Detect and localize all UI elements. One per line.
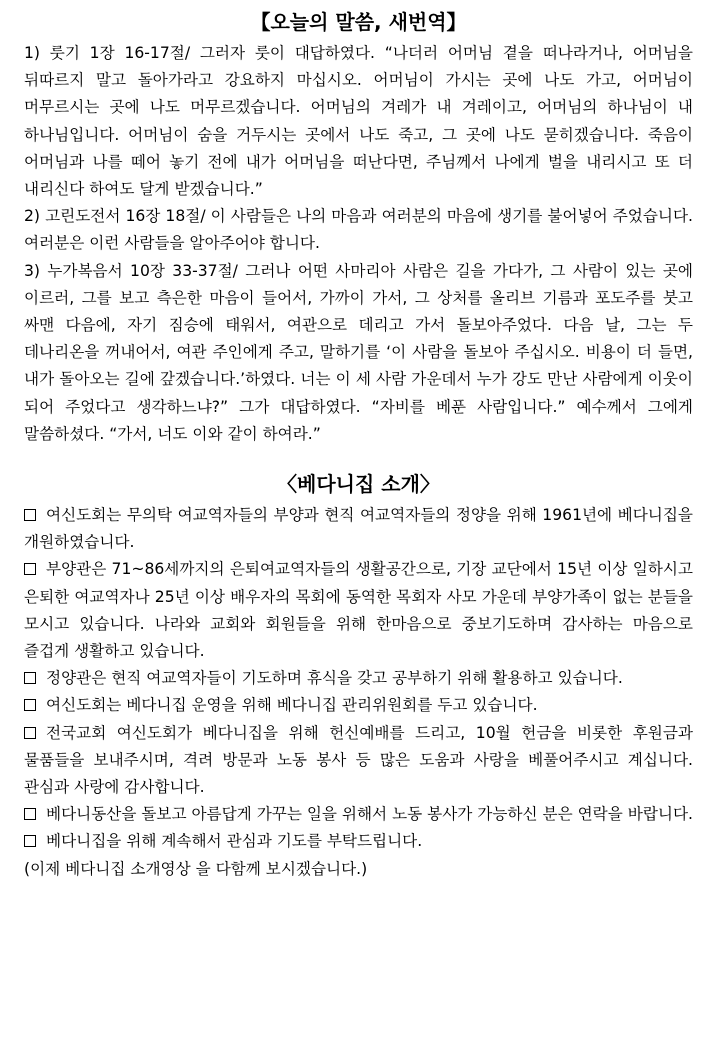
intro-item-text: 베다니동산을 돌보고 아름답게 가꾸는 일을 위해서 노동 봉사가 가능하신 분은 연락을 바랍니다. (46, 805, 693, 824)
checkbox-icon (24, 835, 36, 847)
intro-item-text: 여신도회는 베다니집 운영을 위해 베다니집 관리위원회를 두고 있습니다. (46, 696, 538, 715)
scripture-luke: 3) 누가복음서 10장 33-37절/ 그러나 어떤 사마리아 사람은 길을 가다가, 그 사람이 있는 곳에 이르러, 그를 보고 측은한 마음이 들어서, 가까이 가서, 그 상처를 올리브 기름과 포도주를 붓고 싸맨 다음에, 자기 짐승에 태워서, 여관으로 데리고 가서 돌보아주었다. 다음 날, 그는 두 데나리온을 꺼내어서, 여관 주인에게 주고, 말하기를 ‘이 사람을 돌보아 주십시오. 비용이 더 들면, 내가 돌아오는 길에 갚겠습니다.’하였다. 너는 이 세 사람 가운데서 누가 강도 만난 사람에게 이웃이 되어 주었다고 생각하느냐?” 그가 대답하였다. “자비를 베푼 사람입니다.” 예수께서 그에게 말씀하셨다. “가서, 너도 이와 같이 하여라.” (24, 261, 693, 443)
intro-item (24, 502, 693, 556)
intro-item-text: 정양관은 현직 여교역자들이 기도하며 휴식을 갖고 공부하기 위해 활용하고 있습니다. (46, 669, 623, 688)
todays-word-title: 【오늘의 말씀, 새번역】 (250, 10, 467, 34)
intro-item (24, 720, 693, 802)
intro-item (24, 556, 693, 665)
checkbox-icon (24, 509, 36, 521)
intro-item-text: 베다니집을 위해 계속해서 관심과 기도를 부탁드립니다. (46, 832, 423, 851)
checkbox-icon (24, 808, 36, 820)
intro-item (24, 801, 693, 828)
checkbox-icon (24, 727, 36, 739)
intro-item-text: 전국교회 여신도회가 베다니집을 위해 헌신예배를 드리고, 10월 헌금을 비롯한 후원금과 물품들을 보내주시며, 격려 방문과 노동 봉사 등 많은 도움과 사랑을 베풀어주시고 계십니다. 관심과 사랑에 감사합니다. (24, 723, 693, 797)
scripture-ruth: 1) 룻기 1장 16-17절/ 그러자 룻이 대답하였다. “나더러 어머님 곁을 떠나라거나, 어머님을 뒤따르지 말고 돌아가라고 강요하지 마십시오. 어머님이 가시는 곳에 나도 가고, 어머님이 머무르시는 곳에 나도 머무르겠습니다. 어머님의 겨레가 내 겨레이고, 어머님의 하나님이 내 하나님입니다. 어머님이 숨을 거두시는 곳에서 나도 죽고, 그 곳에 나도 묻히겠습니다. 죽음이 어머님과 나를 떼어 놓기 전에 내가 어머님을 떠난다면, 주님께서 나에게 벌을 내리시고 또 더 내리신다 하여도 달게 받겠습니다.” (24, 44, 693, 199)
checkbox-icon (24, 672, 36, 684)
closing-note: (이제 베다니집 소개영상 을 다함께 보시겠습니다.) (24, 859, 368, 878)
intro-item (24, 828, 693, 855)
intro-item-text: 부양관은 71~86세까지의 은퇴여교역자들의 생활공간으로, 기장 교단에서 15년 이상 일하시고 은퇴한 여교역자나 25년 이상 배우자의 목회에 동역한 목회자 사모 가운데 부양가족이 없는 분들을 모시고 있습니다. 나라와 교회와 회원들을 위해 한마음으로 중보기도하며 감사하는 마음으로 즐겁게 생활하고 있습니다. (24, 560, 693, 661)
bethany-intro-title: 〈베다니집 소개〉 (277, 472, 440, 497)
intro-item (24, 665, 693, 692)
scripture-1-corinthians: 2) 고린도전서 16장 18절/ 이 사람들은 나의 마음과 여러분의 마음에 생기를 불어넣어 주었습니다. 여러분은 이런 사람들을 알아주어야 합니다. (24, 207, 693, 253)
intro-item-text: 여신도회는 무의탁 여교역자들의 부양과 현직 여교역자들의 정양을 위해 1961년에 베다니집을 개원하였습니다. (24, 506, 693, 552)
checkbox-icon (24, 563, 36, 575)
checkbox-icon (24, 699, 36, 711)
intro-item (24, 692, 693, 719)
